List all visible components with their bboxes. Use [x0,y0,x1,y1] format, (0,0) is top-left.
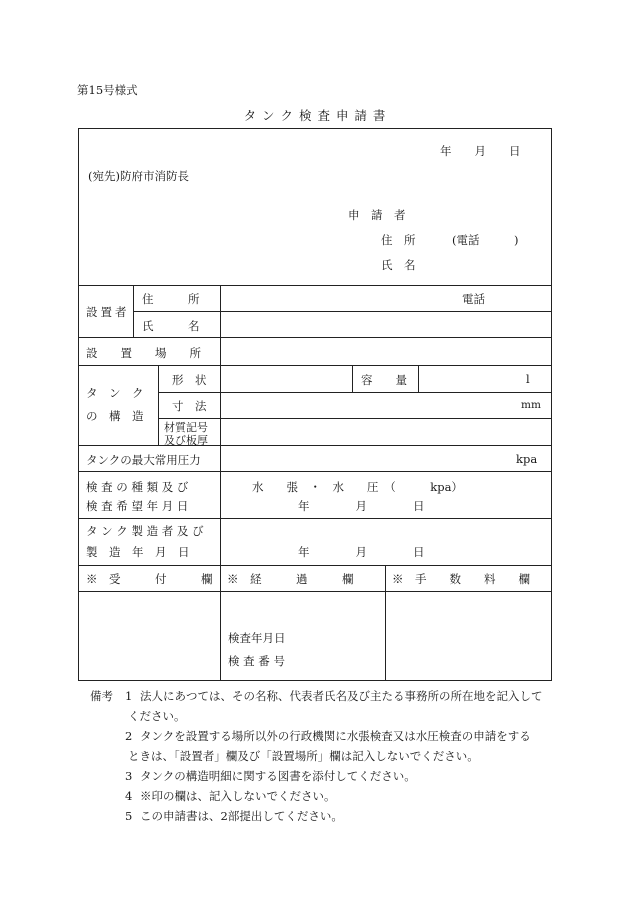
installer-phone-label: 電話 [462,292,485,306]
note-item-2-cont: ときは、「設置者」欄及び「設置場所」欄は記入しないでください。 [128,749,479,763]
dimensions-unit: mm [521,399,541,411]
material-label-line2: 及び板厚 [164,434,208,447]
manufacture-date[interactable]: 年 月 日 [298,545,425,559]
installer-label: 設置者 [86,305,130,319]
note-item-1: 備考 1 法人にあつては、その名称、代表者氏名及び主たる事務所の所在地を記入して [90,686,560,706]
applicant-phone-label: (電話 ) [452,233,519,247]
form-number: 第15号様式 [77,83,138,97]
application-form [78,128,552,681]
shape-label: 形 状 [172,373,207,387]
notes-label: 備考 [90,689,113,703]
tank-structure-label-line2: の 構 造 [86,409,144,423]
inspection-date[interactable]: 年 月 日 [298,499,425,513]
manufacturer-label-line2: 製 造 年 月 日 [86,545,190,559]
note-item-3: 3 タンクの構造明細に関する図書を添付してください。 [125,769,416,783]
applicant-name-label: 氏 名 [381,258,416,272]
addressee: (宛先)防府市消防長 [88,169,189,183]
reception-column: ※ 受 付 欄 [86,572,213,586]
max-pressure-label: タンクの最大常用圧力 [86,453,201,467]
inspection-type-label-line2: 検 査 希 望 年 月 日 [86,499,189,513]
progress-column: ※ 経 過 欄 [227,572,354,586]
material-label-line1: 材質記号 [164,421,208,434]
capacity-label: 容 量 [361,373,407,387]
note-item-5: 5 この申請書は、2部提出してください。 [125,809,343,823]
installation-location-label: 設 置 場 所 [86,346,201,360]
applicant-label: 申 請 者 [348,208,406,222]
dimensions-label: 寸 法 [172,399,207,413]
capacity-unit: l [526,372,530,386]
notes [90,686,560,826]
fee-column: ※ 手 数 料 欄 [392,572,530,586]
note-item-1-cont: ください。 [128,709,186,723]
inspection-date-label: 検査年月日 [228,631,286,645]
installer-address-label: 住 所 [142,292,200,306]
inspection-number-label: 検 査 番 号 [228,654,285,668]
application-date[interactable]: 年 月 日 [440,144,521,158]
applicant-address-label: 住 所 [381,233,416,247]
inspection-type-label-line1: 検 査 の 種 類 及 び [86,480,189,494]
max-pressure-unit: kpa [516,452,538,466]
note-item-4: 4 ※印の欄は、記入しないでください。 [125,789,336,803]
form-title: タ ン ク 検 査 申 請 書 [243,108,387,123]
note-item-2: 2 タンクを設置する場所以外の行政機関に水張検査又は水圧検査の申請をする [125,729,531,743]
tank-structure-label-line1: タ ン ク [86,386,144,400]
manufacturer-label-line1: タ ン ク 製 造 者 及 び [86,524,204,538]
inspection-types[interactable]: 水 張 ・ 水 圧 （ kpa） [252,480,463,494]
installer-name-label: 氏 名 [142,319,200,333]
